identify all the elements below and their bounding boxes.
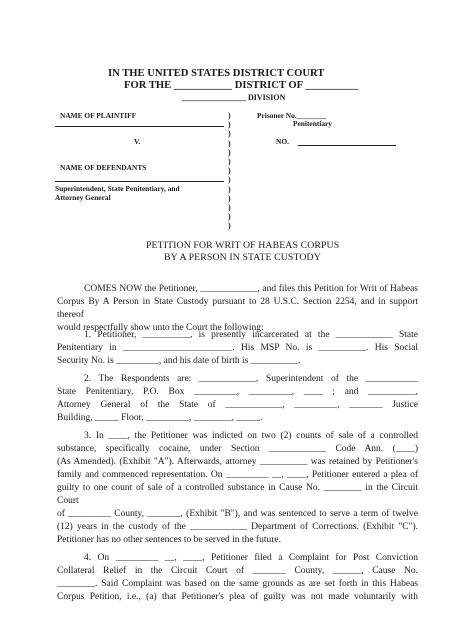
p3-line-6: of _________ County, _______, (Exhibit "B"), and was sentenced to serve a term of twelve — [57, 509, 418, 519]
intro-paragraph — [57, 283, 418, 335]
petition-title-line-2: BY A PERSON IN STATE CUSTODY — [164, 252, 321, 263]
plaintiff-label: NAME OF PLAINTIFF — [60, 111, 137, 120]
defendants-label: NAME OF DEFENDANTS — [60, 163, 147, 172]
defendant-line-1: Superintendent, State Penitentiary, and — [55, 184, 180, 193]
intro-line-1: COMES NOW the Petitioner, ____________, and files this Petition for Writ of Habeas — [84, 284, 418, 294]
p2-line-3: Attorney General of the State of ____________, _________, _______ Justice — [57, 400, 418, 410]
p4-line-3: ________. Said Complaint was based on the same grounds as are set forth in this Habeas — [57, 579, 418, 589]
intro-line-3: would respectfully show unto the Court the following: — [57, 323, 264, 333]
p4-line-4: Corpus Petition, i.e., (a) that Petitioner's plea of guilty was not made voluntarily with — [57, 592, 418, 602]
penitentiary-label: Penitentiary — [293, 119, 332, 128]
p3-line-3: (As Amended). (Exhibit "A"). Afterwards, attorney __________ was retained by Petitioner's — [57, 457, 418, 467]
p3-line-2: substance, specifically cocaine, under Section ____________ Code Ann. (____) — [57, 444, 418, 454]
caption-parens: ) ) ) ) ) ) ) ) ) ) ) ) ) — [228, 111, 231, 231]
petition-title-line-1: PETITION FOR WRIT OF HABEAS CORPUS — [146, 240, 340, 251]
plaintiff-line — [55, 126, 224, 127]
defendants-line — [55, 181, 224, 182]
paragraph-1 — [57, 329, 418, 368]
p1-line-1: 1. Petitioner, __________, is presently incarcerated at the ____________ State — [84, 330, 418, 340]
intro-line-2: Corpus By A Person in State Custody pursuant to 28 U.S.C. Section 2254, and in support thereof — [57, 297, 418, 320]
division-line: ________________ DIVISION — [182, 93, 286, 102]
paragraph-2 — [57, 373, 418, 425]
p4-line-2: Collateral Relief in the Circuit Court of _______ County, ______, Cause No. — [57, 566, 418, 576]
p2-line-1: 2. The Respondents are: ____________, Superintendent of the ___________ — [84, 374, 418, 384]
paragraph-3 — [57, 430, 418, 547]
case-no-line — [298, 145, 396, 146]
p3-line-7: (12) years in the custody of the ____________ Department of Corrections. (Exhibit "C"). — [57, 522, 418, 532]
p1-line-2: Penitentiary in _______________________. His MSP No. is __________. His Social — [57, 343, 418, 353]
case-no-label: NO. — [276, 137, 289, 146]
p3-line-4: family and commenced representation. On _________ __, ____, Petitioner entered a plea of — [57, 470, 418, 480]
paragraph-4 — [57, 552, 418, 604]
p3-line-8: Petitioner has no other sentences to be served in the future. — [57, 535, 281, 545]
p3-line-5: guilty to one count of sale of a controlled substance in Cause No. ________ in the Circuit Court — [57, 483, 418, 506]
p2-line-2: State Penitentiary, P.O. Box _________, _________, ____ ; and __________, — [57, 387, 418, 397]
defendant-line-2: Attorney General — [55, 193, 111, 202]
p2-line-4: Building, _____ Floor, _________, ________, _____. — [57, 413, 263, 423]
district-heading: FOR THE ___________ DISTRICT OF __________ — [124, 80, 359, 91]
p1-line-3: Security No. is _________, and his date of birth is __________. — [57, 356, 301, 366]
versus-label: V. — [134, 137, 141, 146]
p4-line-1: 4. On _________ __, ____, Petitioner filed a Complaint for Post Conviction — [84, 553, 418, 563]
court-heading: IN THE UNITED STATES DISTRICT COURT — [108, 68, 325, 79]
p3-line-1: 3. In ____, the Petitioner was indicted on two (2) counts of sale of a controlled — [84, 431, 418, 441]
prisoner-no-label: Prisoner No.________ — [257, 111, 327, 120]
